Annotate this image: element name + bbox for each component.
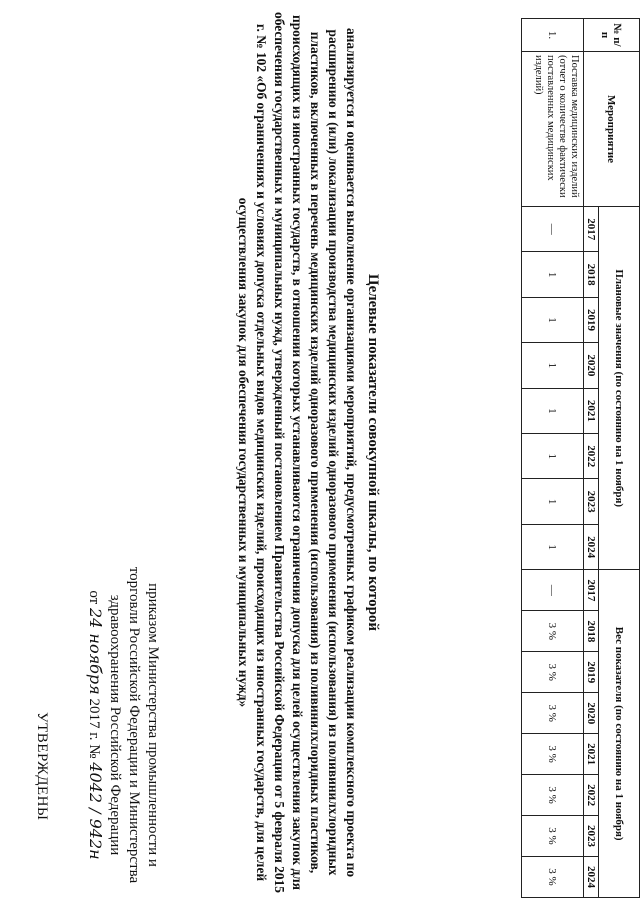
plan-value-cell: 1 [522, 524, 584, 570]
order-year: 2017 г. № [86, 698, 102, 759]
approved-heading: УТВЕРЖДЕНЫ [34, 712, 50, 821]
header-plan-year: 2019 [584, 297, 599, 342]
header-weight-year: 2017 [584, 570, 599, 611]
plan-value-cell: 1 [522, 297, 584, 342]
header-weight-year: 2024 [584, 856, 599, 897]
plan-value-cell: 1 [522, 479, 584, 524]
header-event: Мероприятие [584, 52, 640, 207]
header-plan-year: 2023 [584, 479, 599, 524]
order-date-prefix: от [86, 590, 102, 605]
weight-value-cell: 3 % [522, 856, 584, 897]
plan-value-cell: — [522, 207, 584, 252]
order-number-handwritten: 4042 / 942н [86, 762, 105, 860]
header-plan-year: 2022 [584, 434, 599, 479]
header-weight-year: 2023 [584, 816, 599, 857]
plan-value-cell: 1 [522, 252, 584, 297]
order-line-1: приказом Министерства промышленности и [145, 583, 161, 867]
header-weight-group: Вес показателя (по состоянию на 1 ноября) [599, 570, 640, 898]
header-plan-year: 2024 [584, 524, 599, 570]
header-plan-year: 2018 [584, 252, 599, 297]
header-weight-year: 2021 [584, 734, 599, 775]
weight-value-cell: 3 % [522, 693, 584, 734]
header-weight-year: 2019 [584, 652, 599, 693]
header-num: № п/п [584, 19, 640, 52]
plan-value-cell: 1 [522, 434, 584, 479]
header-plan-year: 2020 [584, 343, 599, 388]
row-event: Поставка медицинских изделий (отчет о количестве фактически поставленных медицинских изделий) [522, 52, 584, 207]
order-date-handwritten: 24 ноября [86, 607, 105, 695]
row-num: 1. [522, 19, 584, 52]
order-date-line [84, 560, 105, 890]
plan-value-cell: 1 [522, 343, 584, 388]
indicators-table [521, 18, 640, 898]
header-weight-year: 2022 [584, 775, 599, 816]
title-body: анализируется и оценивается выполнение организациями мероприятий, предусмотренных графиком реализации комплексного проекта по расширению и (или) локализации производства медицинских изделий одноразового применения (использования) из поливинилхлоридных пластиков, включенных в перечень медицинских изделий одноразового применения (использования) из поливинилхлоридных пластиков, происходящих из иностранных государств, в отношении которых устанавливаются ограничения допуска для целей осуществления закупок для обеспечения государственных и муниципальных нужд, утвержденный постановлением Правительства Российской Федерации от 5 февраля 2015 г. № 102 «Об ограничениях и условиях допуска отдельных видов медицинских изделий, происходящих из иностранных государств, для целей осуществления закупок для обеспечения государственных и муниципальных нужд» [236, 12, 359, 893]
header-plan-year: 2017 [584, 207, 599, 252]
weight-value-cell: 3 % [522, 734, 584, 775]
order-line-3: здравоохранения Российской Федерации [107, 594, 123, 856]
header-weight-year: 2018 [584, 611, 599, 652]
header-weight-year: 2020 [584, 693, 599, 734]
document-title [234, 10, 382, 895]
weight-value-cell: 3 % [522, 816, 584, 857]
order-line-2: торговли Российской Федерации и Министерства [126, 566, 142, 884]
header-plan-group: Плановые значения (по состоянию на 1 ноября) [599, 207, 640, 570]
weight-value-cell: 3 % [522, 652, 584, 693]
table-row [522, 19, 584, 898]
weight-value-cell: 3 % [522, 611, 584, 652]
plan-value-cell: 1 [522, 388, 584, 433]
weight-value-cell: — [522, 570, 584, 611]
title-heading: Целевые показатели совокупной шкалы, по которой [365, 273, 381, 632]
order-reference [84, 560, 162, 890]
header-plan-year: 2021 [584, 388, 599, 433]
weight-value-cell: 3 % [522, 775, 584, 816]
